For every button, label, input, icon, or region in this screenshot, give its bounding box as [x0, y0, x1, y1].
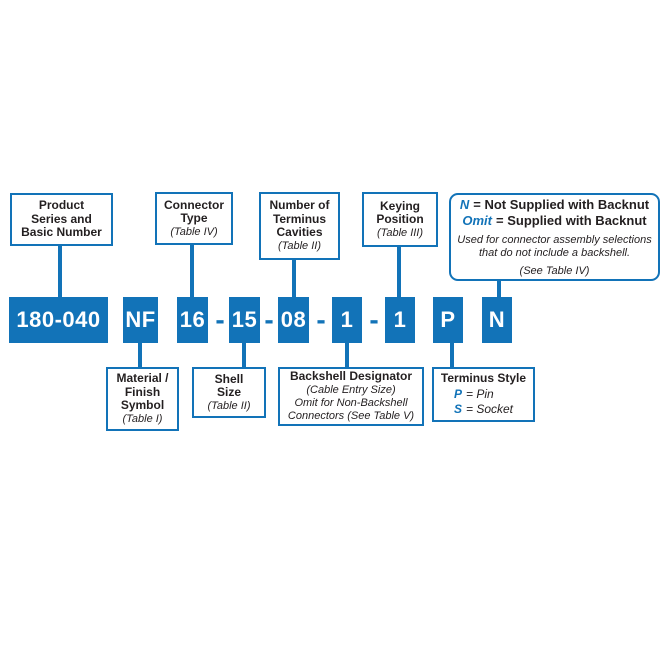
- connector-line: [292, 259, 296, 298]
- part-segment-terminus-style: P: [433, 297, 463, 343]
- connector-line: [138, 342, 142, 368]
- label-text: Finish: [124, 384, 161, 399]
- terminus-entry-socket: [454, 402, 513, 417]
- part-segment-keying: 1: [385, 297, 415, 343]
- backnut-rule-1: [460, 197, 649, 213]
- terminus-entry-pin: [454, 387, 513, 402]
- table-reference: (Table II): [277, 239, 321, 252]
- label-text: Type: [180, 211, 208, 225]
- label-box-shell-size: [192, 367, 266, 418]
- label-text: Shell: [214, 371, 244, 386]
- part-segment-cavities: 08: [278, 297, 309, 343]
- table-reference: (See Table IV): [519, 265, 590, 277]
- terminus-key-s: S: [453, 402, 462, 417]
- label-text: Basic Number: [21, 225, 102, 240]
- separator-dash: -: [264, 304, 274, 335]
- part-segment-basic-number: 180-040: [9, 297, 108, 343]
- label-box-backnut-note: [449, 193, 660, 281]
- separator-dash: -: [215, 304, 225, 335]
- backnut-rule-text: = Not Supplied with Backnut: [473, 197, 650, 212]
- separator-dash: -: [316, 304, 326, 335]
- table-reference: (Table I): [122, 412, 163, 425]
- terminus-entries: [454, 387, 513, 417]
- terminus-key-p: P: [453, 387, 462, 402]
- backshell-note-text: Connectors (See Table V): [287, 409, 415, 422]
- backnut-rule-text: = Supplied with Backnut: [496, 213, 647, 228]
- label-text: Size: [216, 385, 241, 399]
- connector-line: [345, 342, 349, 368]
- backshell-note-text: Omit for Non-Backshell: [294, 396, 408, 409]
- label-text: Material /: [116, 371, 169, 386]
- backnut-body-text: Used for connector assembly selections: [457, 234, 652, 246]
- label-text: Product: [38, 198, 85, 213]
- connector-line: [242, 342, 246, 368]
- backnut-rule-2: [462, 213, 646, 229]
- label-box-backshell-designator: [278, 367, 424, 426]
- label-text: Series and: [31, 211, 92, 226]
- connector-line: [190, 244, 194, 298]
- label-text: Terminus Style: [440, 370, 527, 385]
- terminus-entry-text: = Pin: [465, 387, 494, 402]
- connector-line: [450, 342, 454, 368]
- label-text: Cavities: [276, 225, 323, 240]
- table-reference: (Table III): [376, 226, 424, 239]
- label-box-material-finish: [106, 367, 179, 431]
- label-box-terminus-style: [432, 367, 535, 422]
- connector-line: [397, 246, 401, 298]
- separator-dash: -: [369, 304, 379, 335]
- table-reference: (Table IV): [170, 225, 218, 238]
- backnut-body-text: that do not include a backshell.: [478, 246, 631, 259]
- label-box-connector-type: [155, 192, 233, 245]
- part-segment-shell-size: 15: [229, 297, 260, 343]
- label-text: Keying: [379, 198, 420, 213]
- label-box-product-series: [10, 193, 113, 246]
- part-segment-backnut: N: [482, 297, 512, 343]
- part-segment-material-finish: NF: [123, 297, 158, 343]
- label-box-keying-position: [362, 192, 438, 247]
- connector-line: [497, 280, 501, 298]
- backshell-note-text: (Cable Entry Size): [306, 383, 396, 396]
- connector-line: [58, 245, 62, 298]
- label-text: Symbol: [120, 398, 165, 413]
- table-reference: (Table II): [207, 399, 251, 412]
- label-text: Terminus: [272, 211, 327, 226]
- backnut-key-omit: Omit: [462, 213, 492, 228]
- label-box-terminus-cavities: [259, 192, 340, 260]
- label-text: Position: [376, 212, 424, 226]
- label-text: Connector: [164, 197, 224, 212]
- label-text: Number of: [269, 198, 330, 213]
- label-text: Backshell Designator: [289, 369, 413, 384]
- backnut-key-n: N: [459, 197, 470, 212]
- terminus-entry-text: = Socket: [465, 402, 514, 417]
- part-segment-connector-type: 16: [177, 297, 208, 343]
- part-segment-backshell: 1: [332, 297, 362, 343]
